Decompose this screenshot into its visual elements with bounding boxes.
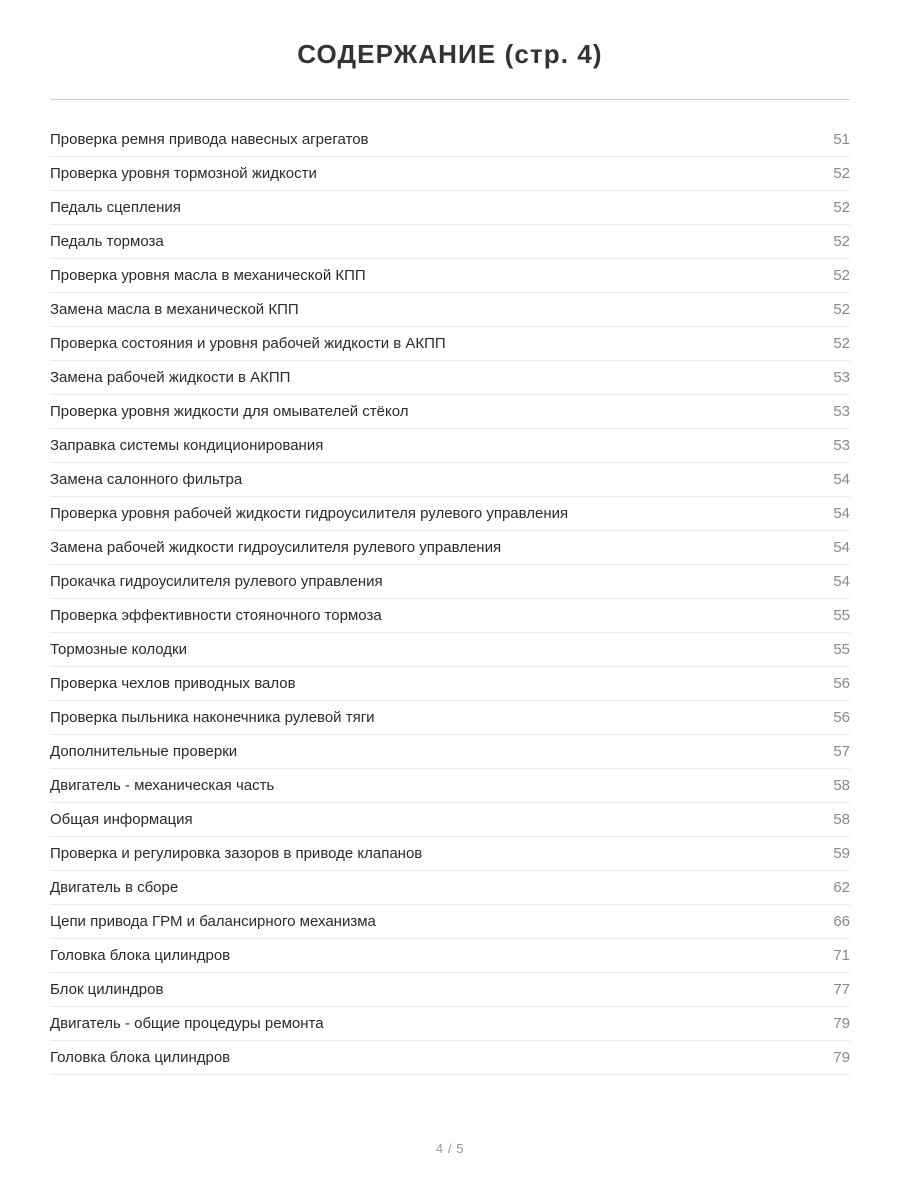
toc-entry-page-number: 53 (833, 369, 850, 386)
toc-entry-page-number: 71 (833, 947, 850, 964)
toc-entry-title: Замена рабочей жидкости гидроусилителя рулевого управления (50, 539, 502, 556)
toc-entry-page-number: 53 (833, 437, 850, 454)
toc-row[interactable] (50, 531, 850, 565)
toc-entry-title: Дополнительные проверки (50, 743, 238, 760)
toc-entry-title: Блок цилиндров (50, 981, 164, 998)
toc-row[interactable] (50, 905, 850, 939)
toc-row[interactable] (50, 1041, 850, 1075)
toc-row[interactable] (50, 973, 850, 1007)
toc-entry-title: Проверка уровня жидкости для омывателей стёкол (50, 403, 409, 420)
toc-row[interactable] (50, 191, 850, 225)
toc-row[interactable] (50, 259, 850, 293)
toc-entry-title: Замена рабочей жидкости в АКПП (50, 369, 291, 386)
toc-row[interactable] (50, 1007, 850, 1041)
toc-entry-title: Головка блока цилиндров (50, 947, 231, 964)
toc-entry-page-number: 52 (833, 267, 850, 284)
toc-entry-title: Проверка пыльника наконечника рулевой тяги (50, 709, 375, 726)
toc-entry-page-number: 56 (833, 675, 850, 692)
toc-entry-page-number: 59 (833, 845, 850, 862)
toc-entry-page-number: 54 (833, 573, 850, 590)
toc-entry-title: Двигатель - общие процедуры ремонта (50, 1015, 324, 1032)
toc-entry-page-number: 62 (833, 879, 850, 896)
toc-row[interactable] (50, 123, 850, 157)
toc-row[interactable] (50, 599, 850, 633)
toc-entry-page-number: 54 (833, 505, 850, 522)
toc-entry-title: Заправка системы кондиционирования (50, 437, 324, 454)
toc-entry-page-number: 79 (833, 1015, 850, 1032)
toc-row[interactable] (50, 293, 850, 327)
toc-entry-page-number: 53 (833, 403, 850, 420)
toc-entry-title: Двигатель в сборе (50, 879, 179, 896)
toc-entry-title: Проверка уровня масла в механической КПП (50, 267, 366, 284)
toc-row[interactable] (50, 837, 850, 871)
toc-entry-title: Тормозные колодки (50, 641, 187, 658)
toc-entry-page-number: 52 (833, 335, 850, 352)
toc-entry-page-number: 56 (833, 709, 850, 726)
toc-entry-page-number: 57 (833, 743, 850, 760)
toc-row[interactable] (50, 803, 850, 837)
toc-entry-title: Замена салонного фильтра (50, 471, 243, 488)
toc-row[interactable] (50, 769, 850, 803)
toc-entry-page-number: 52 (833, 301, 850, 318)
toc-entry-page-number: 77 (833, 981, 850, 998)
toc-entry-page-number: 58 (833, 811, 850, 828)
toc-row[interactable] (50, 497, 850, 531)
toc-row[interactable] (50, 395, 850, 429)
toc-entry-title: Двигатель - механическая часть (50, 777, 275, 794)
toc-entry-page-number: 79 (833, 1049, 850, 1066)
toc-entry-page-number: 52 (833, 165, 850, 182)
toc-row[interactable] (50, 701, 850, 735)
toc-entry-list (50, 123, 850, 1075)
toc-entry-page-number: 54 (833, 539, 850, 556)
toc-entry-title: Проверка уровня рабочей жидкости гидроусилителя рулевого управления (50, 505, 569, 522)
toc-entry-page-number: 55 (833, 607, 850, 624)
toc-entry-page-number: 55 (833, 641, 850, 658)
toc-entry-title: Педаль тормоза (50, 233, 164, 250)
toc-entry-page-number: 52 (833, 233, 850, 250)
toc-entry-page-number: 54 (833, 471, 850, 488)
toc-row[interactable] (50, 565, 850, 599)
toc-row[interactable] (50, 327, 850, 361)
toc-row[interactable] (50, 939, 850, 973)
toc-entry-page-number: 51 (833, 131, 850, 148)
toc-entry-title: Проверка и регулировка зазоров в приводе клапанов (50, 845, 423, 862)
toc-row[interactable] (50, 361, 850, 395)
toc-row[interactable] (50, 463, 850, 497)
toc-entry-title: Головка блока цилиндров (50, 1049, 231, 1066)
toc-header (0, 0, 900, 70)
page-footer (0, 1140, 900, 1158)
toc-entry-title: Замена масла в механической КПП (50, 301, 299, 318)
toc-entry-title: Проверка ремня привода навесных агрегатов (50, 131, 369, 148)
toc-row[interactable] (50, 157, 850, 191)
toc-row[interactable] (50, 225, 850, 259)
toc-row[interactable] (50, 429, 850, 463)
toc-entry-page-number: 66 (833, 913, 850, 930)
toc-row[interactable] (50, 871, 850, 905)
toc-entry-title: Общая информация (50, 811, 193, 828)
toc-row[interactable] (50, 633, 850, 667)
toc-entry-title: Цепи привода ГРМ и балансирного механизма (50, 913, 376, 930)
page-title: СОДЕРЖАНИЕ (стр. 4) (297, 39, 603, 69)
toc-entry-page-number: 58 (833, 777, 850, 794)
toc-row[interactable] (50, 735, 850, 769)
toc-entry-title: Прокачка гидроусилителя рулевого управления (50, 573, 383, 590)
toc-entry-page-number: 52 (833, 199, 850, 216)
toc-entry-title: Проверка чехлов приводных валов (50, 675, 296, 692)
toc-entry-title: Проверка уровня тормозной жидкости (50, 165, 317, 182)
toc-entry-title: Проверка эффективности стояночного тормоза (50, 607, 382, 624)
toc-row[interactable] (50, 667, 850, 701)
header-divider (50, 99, 850, 100)
toc-entry-title: Проверка состояния и уровня рабочей жидкости в АКПП (50, 335, 446, 352)
toc-entry-title: Педаль сцепления (50, 199, 181, 216)
page-pagination: 4 / 5 (435, 1141, 465, 1156)
